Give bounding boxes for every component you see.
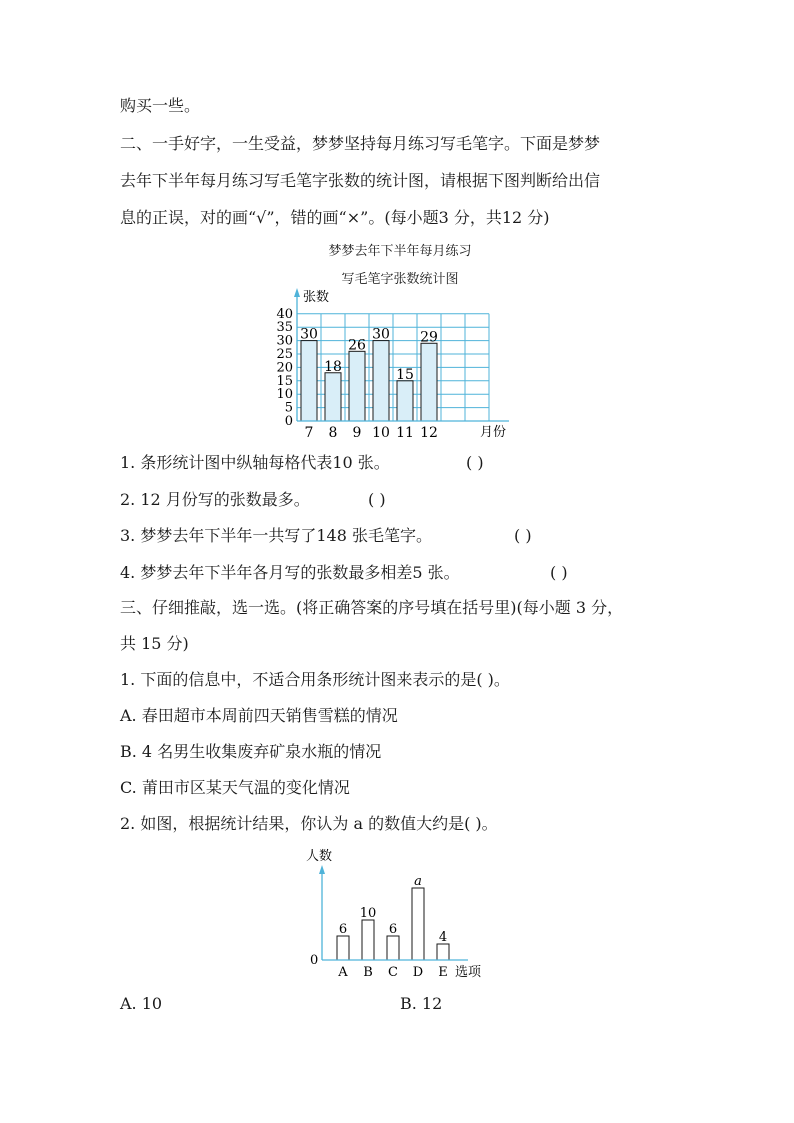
chart1-y-tick-label: 15 bbox=[276, 373, 293, 389]
chart1-bar bbox=[349, 351, 365, 421]
chart2-category-label: C bbox=[388, 965, 398, 980]
chart1-value-label: 18 bbox=[324, 358, 342, 375]
chart1-y-tick-label: 5 bbox=[284, 400, 293, 416]
section-two-intro-line-1: 二、一手好字，一生受益，梦梦坚持每月练习写毛笔字。下面是梦梦 bbox=[120, 134, 601, 153]
option-3-1-b[interactable]: B. 4 名男生收集废弃矿泉水瓶的情况 bbox=[120, 742, 382, 761]
option-3-1-a[interactable]: A. 春田超市本周前四天销售雪糕的情况 bbox=[120, 706, 398, 725]
chart1-value-label: 15 bbox=[396, 366, 414, 383]
chart2-origin-label: 0 bbox=[310, 953, 319, 968]
chart2-y-axis-label: 人数 bbox=[306, 849, 333, 864]
question-2-1 bbox=[120, 453, 484, 473]
chart1-bar bbox=[397, 381, 413, 421]
chart1-bar bbox=[301, 341, 317, 421]
chart2-y-axis-arrow bbox=[319, 865, 325, 874]
section-two-intro-line-3: 息的正误，对的画“√”，错的画“×”。(每小题3 分，共12 分) bbox=[120, 208, 550, 227]
question-2-4 bbox=[120, 563, 568, 583]
chart1-bar bbox=[373, 341, 389, 421]
question-2-1-text: 1. 条形统计图中纵轴每格代表10 张。 bbox=[120, 453, 390, 472]
chart2-category-label: A bbox=[338, 965, 348, 980]
chart1-bar bbox=[325, 373, 341, 421]
chart1-x-axis-label: 月份 bbox=[480, 425, 507, 440]
chart1-category-label: 8 bbox=[328, 425, 338, 441]
question-2-3-text: 3. 梦梦去年下半年一共写了148 张毛笔字。 bbox=[120, 526, 432, 545]
chart1-y-axis-label: 张数 bbox=[303, 290, 330, 305]
chart1-title-line-2: 写毛笔字张数统计图 bbox=[341, 272, 459, 287]
question-2-2-text: 2. 12 月份写的张数最多。 bbox=[120, 490, 310, 509]
chart1-y-axis-arrow bbox=[294, 288, 300, 297]
answer-blank-2-4[interactable]: ( ) bbox=[550, 563, 568, 582]
chart2-bar bbox=[337, 936, 349, 960]
chart1-title-line-1: 梦梦去年下半年每月练习 bbox=[328, 244, 472, 259]
chart2-category-label: B bbox=[363, 965, 373, 980]
question-3-1: 1. 下面的信息中，不适合用条形统计图来表示的是( )。 bbox=[120, 670, 510, 689]
chart1-y-tick-label: 0 bbox=[284, 414, 293, 429]
section-two-intro-line-2: 去年下半年每月练习写毛笔字张数的统计图，请根据下图判断给出信 bbox=[120, 171, 601, 190]
chart-options-people bbox=[0, 840, 794, 990]
answer-blank-2-2[interactable]: ( ) bbox=[368, 490, 386, 509]
text-line: 购买一些。 bbox=[120, 96, 201, 115]
question-2-3 bbox=[120, 526, 532, 546]
question-2-2 bbox=[120, 490, 386, 510]
chart2-bar bbox=[387, 936, 399, 960]
question-3-2: 2. 如图，根据统计结果，你认为 a 的数值大约是( )。 bbox=[120, 814, 498, 833]
question-2-4-text: 4. 梦梦去年下半年各月写的张数最多相差5 张。 bbox=[120, 563, 460, 582]
chart2-value-label: 6 bbox=[388, 922, 398, 937]
chart2-category-label: D bbox=[412, 965, 424, 980]
chart1-value-label: 26 bbox=[348, 337, 366, 354]
chart1-category-label: 12 bbox=[420, 425, 438, 441]
chart1-value-label: 29 bbox=[420, 329, 438, 346]
chart1-y-tick-label: 20 bbox=[276, 360, 293, 376]
chart2-bar bbox=[362, 920, 374, 960]
chart2-value-label: 6 bbox=[338, 922, 348, 937]
answer-blank-2-1[interactable]: ( ) bbox=[466, 453, 484, 472]
chart2-bar bbox=[412, 888, 424, 960]
chart1-category-label: 7 bbox=[304, 425, 314, 441]
option-3-2-b[interactable]: B. 12 bbox=[400, 994, 443, 1013]
chart1-value-label: 30 bbox=[300, 326, 318, 343]
chart1-y-tick-label: 40 bbox=[276, 306, 293, 322]
chart1-y-tick-label: 25 bbox=[276, 347, 293, 362]
chart1-y-tick-label: 10 bbox=[276, 387, 293, 403]
section-three-intro-line-1: 三、仔细推敲，选一选。(将正确答案的序号填在括号里)(每小题 3 分， bbox=[120, 598, 624, 617]
chart2-bar bbox=[437, 944, 449, 960]
section-three-intro-line-2: 共 15 分) bbox=[120, 634, 189, 653]
chart2-category-label: E bbox=[438, 965, 448, 980]
chart1-category-label: 10 bbox=[372, 425, 390, 441]
option-3-1-c[interactable]: C. 莆田市区某天气温的变化情况 bbox=[120, 778, 350, 797]
chart2-x-axis-label: 选项 bbox=[455, 965, 482, 980]
chart1-y-tick-label: 35 bbox=[276, 320, 293, 336]
chart2-value-label: 10 bbox=[359, 906, 377, 921]
chart2-value-label: a bbox=[414, 874, 422, 889]
answer-blank-2-3[interactable]: ( ) bbox=[514, 526, 532, 545]
chart1-category-label: 11 bbox=[396, 425, 414, 441]
chart1-y-tick-label: 30 bbox=[276, 333, 293, 349]
chart1-value-label: 30 bbox=[372, 326, 390, 343]
chart2-value-label: 4 bbox=[438, 930, 448, 945]
chart1-category-label: 9 bbox=[352, 425, 362, 441]
chart1-bar bbox=[421, 343, 437, 421]
option-3-2-a[interactable]: A. 10 bbox=[120, 994, 163, 1013]
